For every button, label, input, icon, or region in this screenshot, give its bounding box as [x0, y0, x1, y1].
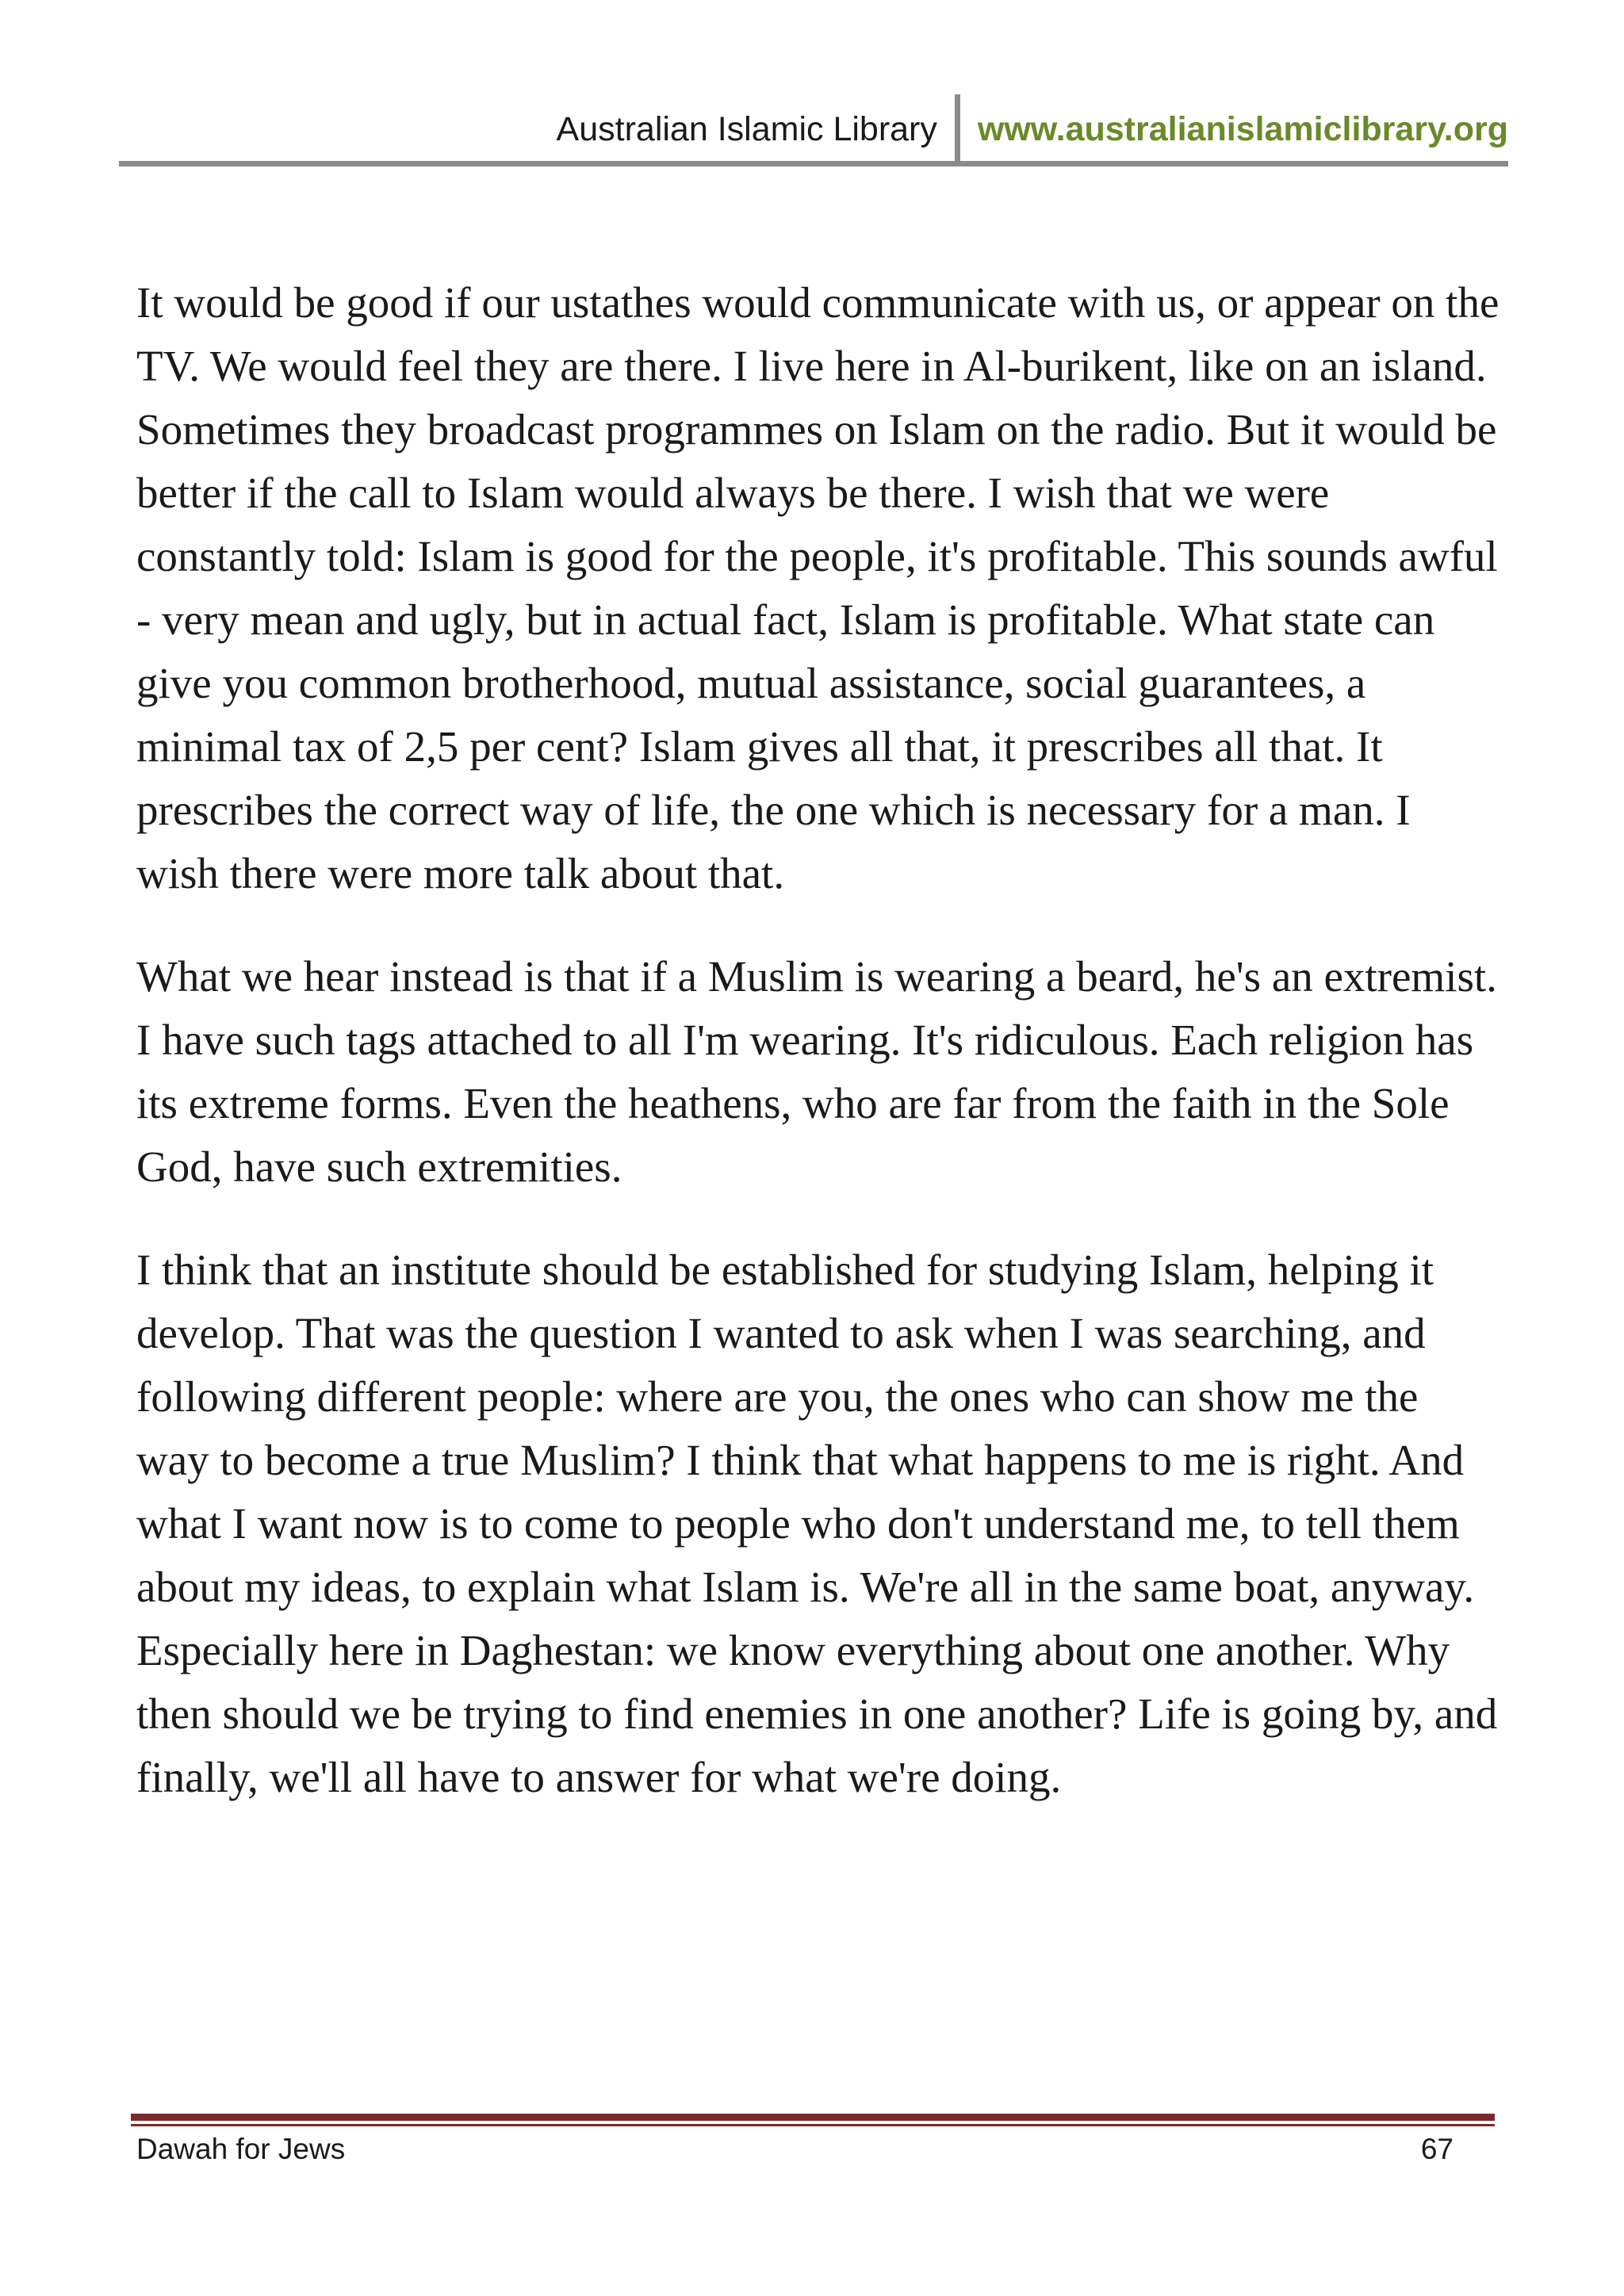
footer-rule	[131, 2114, 1495, 2126]
footer-rule-thin	[131, 2124, 1495, 2126]
page-header	[119, 94, 1508, 165]
footer-page-number: 67	[1420, 2133, 1454, 2165]
page-body	[136, 271, 1500, 1849]
header-content	[557, 94, 1508, 165]
paragraph-1: It would be good if our ustathes would communicate with us, or appear on the TV. We would feel they are there. I live here in Al-burikent, like on an island. Sometimes they broadcast programmes on Islam on the radio. But it would be better if the call to Islam would always be there. I wish that we were constantly told: Islam is good for the people, it's profitable. This sounds awful - very mean and ugly, but in actual fact, Islam is profitable. What state can give you common brotherhood, mutual assistance, social guarantees, a minimal tax of 2,5 per cent? Islam gives all that, it prescribes all that. It prescribes the correct way of life, the one which is necessary for a man. I wish there were more talk about that.	[136, 278, 1500, 897]
paragraph-2: What we hear instead is that if a Muslim is wearing a beard, he's an extremist. I have such tags attached to all I'm wearing. It's ridiculous. Each religion has its extreme forms. Even the heathens, who are far from the faith in the Sole God, have such extremities.	[136, 952, 1497, 1191]
header-library-name: Australian Islamic Library	[556, 110, 937, 148]
footer-book-title: Dawah for Jews	[136, 2133, 346, 2165]
header-url-link[interactable]: www.australianislamiclibrary.org	[977, 110, 1508, 148]
footer-rule-thick	[131, 2114, 1495, 2121]
header-separator	[955, 94, 960, 164]
header-rule	[119, 161, 1508, 166]
paragraph-3: I think that an institute should be established for studying Islam, helping it develop. That was the question I wanted to ask when I was searching, and following different people: where are you, the ones who can show me the way to become a true Muslim? I think that what happens to me is right. And what I want now is to come to people who don't understand me, to tell them about my ideas, to explain what Islam is. We're all in the same boat, anyway. Especially here in Daghestan: we know everything about one another. Why then should we be trying to find enemies in one another? Life is going by, and finally, we'll all have to answer for what we're doing.	[136, 1246, 1498, 1801]
